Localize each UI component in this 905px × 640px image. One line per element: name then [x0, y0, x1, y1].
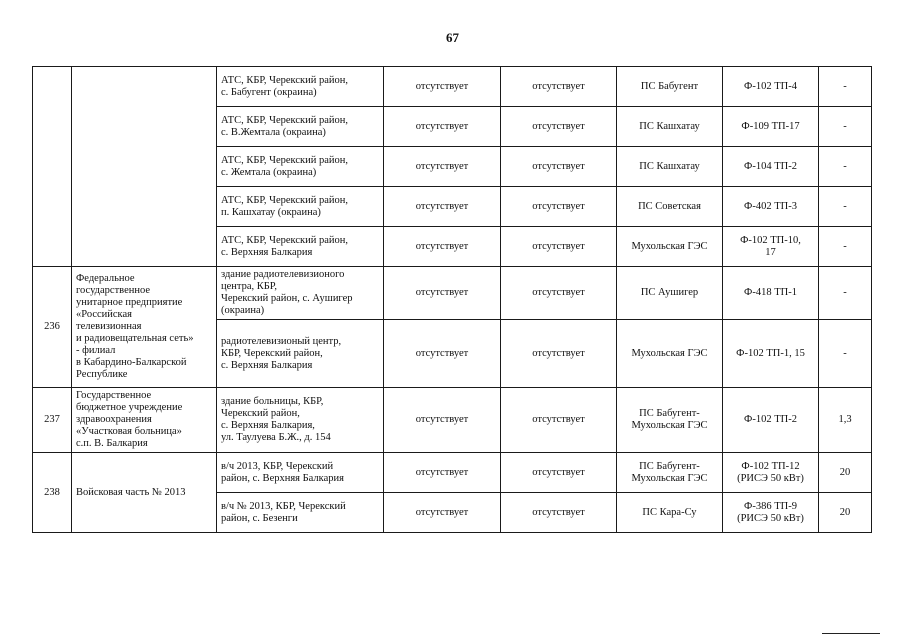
address-cell [217, 388, 384, 453]
address-cell-line: АТС, КБР, Черекский район, [221, 234, 349, 246]
address-cell-line: ул. Таулуева Б.Ж., д. 154 [221, 432, 331, 443]
address-cell-line: АТС, КБР, Черекский район, [221, 74, 349, 86]
substation-cell-line: ПС Бабугент- [639, 408, 700, 419]
organization-cell [72, 267, 217, 388]
row-number: 237 [33, 388, 72, 453]
status-cell: отсутствует [384, 267, 501, 320]
address-cell-line: Черекский район, [221, 408, 300, 419]
table-row [33, 267, 872, 320]
organization-line: «Российская [76, 309, 132, 320]
feeder-cell-line: (РИСЭ 50 кВт) [737, 512, 804, 524]
feeder-cell-line: Ф-418 ТП-1 [744, 287, 797, 298]
address-cell [217, 187, 384, 227]
address-cell-line: в/ч № 2013, КБР, Черекский [221, 500, 346, 512]
feeder-cell [723, 107, 819, 147]
feeder-cell [723, 227, 819, 267]
status-cell: отсутствует [384, 147, 501, 187]
address-cell [217, 267, 384, 320]
organization-line: здравоохранения [76, 414, 152, 425]
power-cell: - [819, 267, 872, 320]
substation-cell [617, 67, 723, 107]
status-cell: отсутствует [501, 107, 617, 147]
power-cell: - [819, 147, 872, 187]
organization-line: Государственное [76, 390, 152, 401]
feeder-cell-line: Ф-102 ТП-12 [741, 460, 800, 472]
feeder-cell [723, 320, 819, 388]
feeder-cell [723, 267, 819, 320]
organization-line: государственное [76, 285, 151, 296]
address-cell-line: с. Верхняя Балкария [221, 246, 313, 258]
address-cell-line: с. Верхняя Балкария [221, 359, 313, 371]
feeder-cell-line: Ф-109 ТП-17 [741, 120, 800, 132]
feeder-cell [723, 67, 819, 107]
status-cell: отсутствует [384, 388, 501, 453]
address-cell-line: здание больницы, КБР, [221, 396, 324, 407]
page-number: 67 [446, 30, 459, 45]
address-cell [217, 320, 384, 388]
substation-cell-line: ПС Бабугент [640, 80, 699, 92]
substation-cell-line: Мухольская ГЭС [631, 240, 708, 252]
substation-cell [617, 320, 723, 388]
address-cell-line: район, с. Безенги [221, 512, 298, 524]
substation-cell-line: Мухольская ГЭС [631, 420, 708, 431]
status-cell: отсутствует [501, 67, 617, 107]
status-cell: отсутствует [501, 320, 617, 388]
address-cell-line: (окраина) [221, 305, 265, 316]
row-number [33, 67, 72, 267]
address-cell-line: АТС, КБР, Черекский район, [221, 154, 349, 166]
power-cell: 20 [819, 453, 872, 493]
substation-cell-line: ПС Кашхатау [639, 160, 700, 172]
organization-line: телевизионная [76, 321, 142, 332]
organization-cell [72, 388, 217, 453]
address-cell-line: в/ч 2013, КБР, Черекский [221, 460, 334, 472]
status-cell: отсутствует [501, 388, 617, 453]
address-cell-line: район, с. Верхняя Балкария [221, 472, 344, 484]
status-cell: отсутствует [501, 187, 617, 227]
substation-cell-line: ПС Советская [638, 200, 701, 212]
status-cell: отсутствует [384, 107, 501, 147]
address-cell-line: с. Бабугент (окраина) [221, 86, 317, 98]
substation-cell [617, 187, 723, 227]
address-cell-line: Черекский район, с. Аушигер [221, 293, 353, 304]
status-cell: отсутствует [501, 147, 617, 187]
status-cell: отсутствует [384, 453, 501, 493]
substation-cell-line: ПС Кара-Су [642, 506, 697, 518]
substation-cell [617, 147, 723, 187]
feeder-cell-line: Ф-102 ТП-4 [744, 80, 797, 92]
substation-cell-line: ПС Аушигер [640, 287, 699, 298]
feeder-cell-line: Ф-386 ТП-9 [744, 500, 797, 512]
address-cell-line: п. Кашхатау (окраина) [221, 206, 321, 218]
address-cell-line: АТС, КБР, Черекский район, [221, 194, 349, 206]
address-cell-line: с. Верхняя Балкария, [221, 420, 315, 431]
organization-line: - филиал [76, 345, 116, 356]
substation-cell [617, 388, 723, 453]
address-cell-line: радиотелевизионый центр, [221, 335, 342, 347]
status-cell: отсутствует [384, 320, 501, 388]
substation-cell-line: Мухольская ГЭС [631, 472, 708, 484]
substation-cell-line: ПС Бабугент- [639, 460, 700, 472]
address-cell-line: КБР, Черекский район, [221, 347, 323, 359]
organization-line: Войсковая часть № 2013 [76, 486, 186, 498]
table-row [33, 388, 872, 453]
feeder-cell-line: (РИСЭ 50 кВт) [737, 472, 804, 484]
feeder-cell [723, 147, 819, 187]
address-cell-line: АТС, КБР, Черекский район, [221, 114, 349, 126]
substation-cell [617, 107, 723, 147]
table-row [33, 453, 872, 493]
power-cell: 1,3 [819, 388, 872, 453]
table-row [33, 67, 872, 107]
status-cell: отсутствует [384, 227, 501, 267]
substation-cell-line: ПС Кашхатау [639, 120, 700, 132]
status-cell: отсутствует [501, 227, 617, 267]
status-cell: отсутствует [384, 187, 501, 227]
substation-cell [617, 493, 723, 533]
row-number: 236 [33, 267, 72, 388]
feeder-cell-line: 17 [765, 246, 776, 258]
status-cell: отсутствует [501, 493, 617, 533]
power-cell: - [819, 67, 872, 107]
address-cell-line: центра, КБР, [221, 281, 277, 292]
footer-rule [822, 633, 880, 634]
organization-line: унитарное предприятие [76, 297, 183, 308]
power-cell: - [819, 320, 872, 388]
substation-cell [617, 227, 723, 267]
power-cell: - [819, 227, 872, 267]
power-cell: - [819, 187, 872, 227]
substation-cell [617, 453, 723, 493]
feeder-cell-line: Ф-102 ТП-2 [744, 414, 797, 425]
address-cell [217, 67, 384, 107]
feeder-cell-line: Ф-104 ТП-2 [744, 160, 797, 172]
table-body [33, 67, 872, 533]
feeder-cell-line: Ф-102 ТП-10, [740, 234, 801, 246]
address-cell [217, 493, 384, 533]
data-table [32, 66, 872, 533]
substation-cell [617, 267, 723, 320]
address-cell [217, 227, 384, 267]
status-cell: отсутствует [384, 67, 501, 107]
power-cell: - [819, 107, 872, 147]
organization-line: в Кабардино-Балкарской [76, 357, 187, 368]
address-cell-line: здание радиотелевизионого [221, 269, 345, 280]
status-cell: отсутствует [501, 267, 617, 320]
feeder-cell [723, 388, 819, 453]
substation-cell-line: Мухольская ГЭС [631, 347, 708, 359]
address-cell [217, 107, 384, 147]
status-cell: отсутствует [501, 453, 617, 493]
address-cell [217, 453, 384, 493]
status-cell: отсутствует [384, 493, 501, 533]
organization-cell [72, 67, 217, 267]
feeder-cell [723, 493, 819, 533]
organization-line: и радиовещательная сеть» [76, 333, 194, 344]
feeder-cell [723, 453, 819, 493]
feeder-cell-line: Ф-102 ТП-1, 15 [736, 347, 805, 359]
feeder-cell-line: Ф-402 ТП-3 [744, 200, 797, 212]
organization-line: бюджетное учреждение [76, 402, 183, 413]
power-cell: 20 [819, 493, 872, 533]
address-cell-line: с. Жемтала (окраина) [221, 166, 317, 178]
organization-line: Республике [76, 369, 128, 380]
organization-line: с.п. В. Балкария [76, 438, 148, 449]
feeder-cell [723, 187, 819, 227]
address-cell-line: с. В.Жемтала (окраина) [221, 126, 326, 138]
organization-cell [72, 453, 217, 533]
organization-line: Федеральное [76, 273, 135, 284]
organization-line: «Участковая больница» [76, 426, 182, 437]
row-number: 238 [33, 453, 72, 533]
address-cell [217, 147, 384, 187]
